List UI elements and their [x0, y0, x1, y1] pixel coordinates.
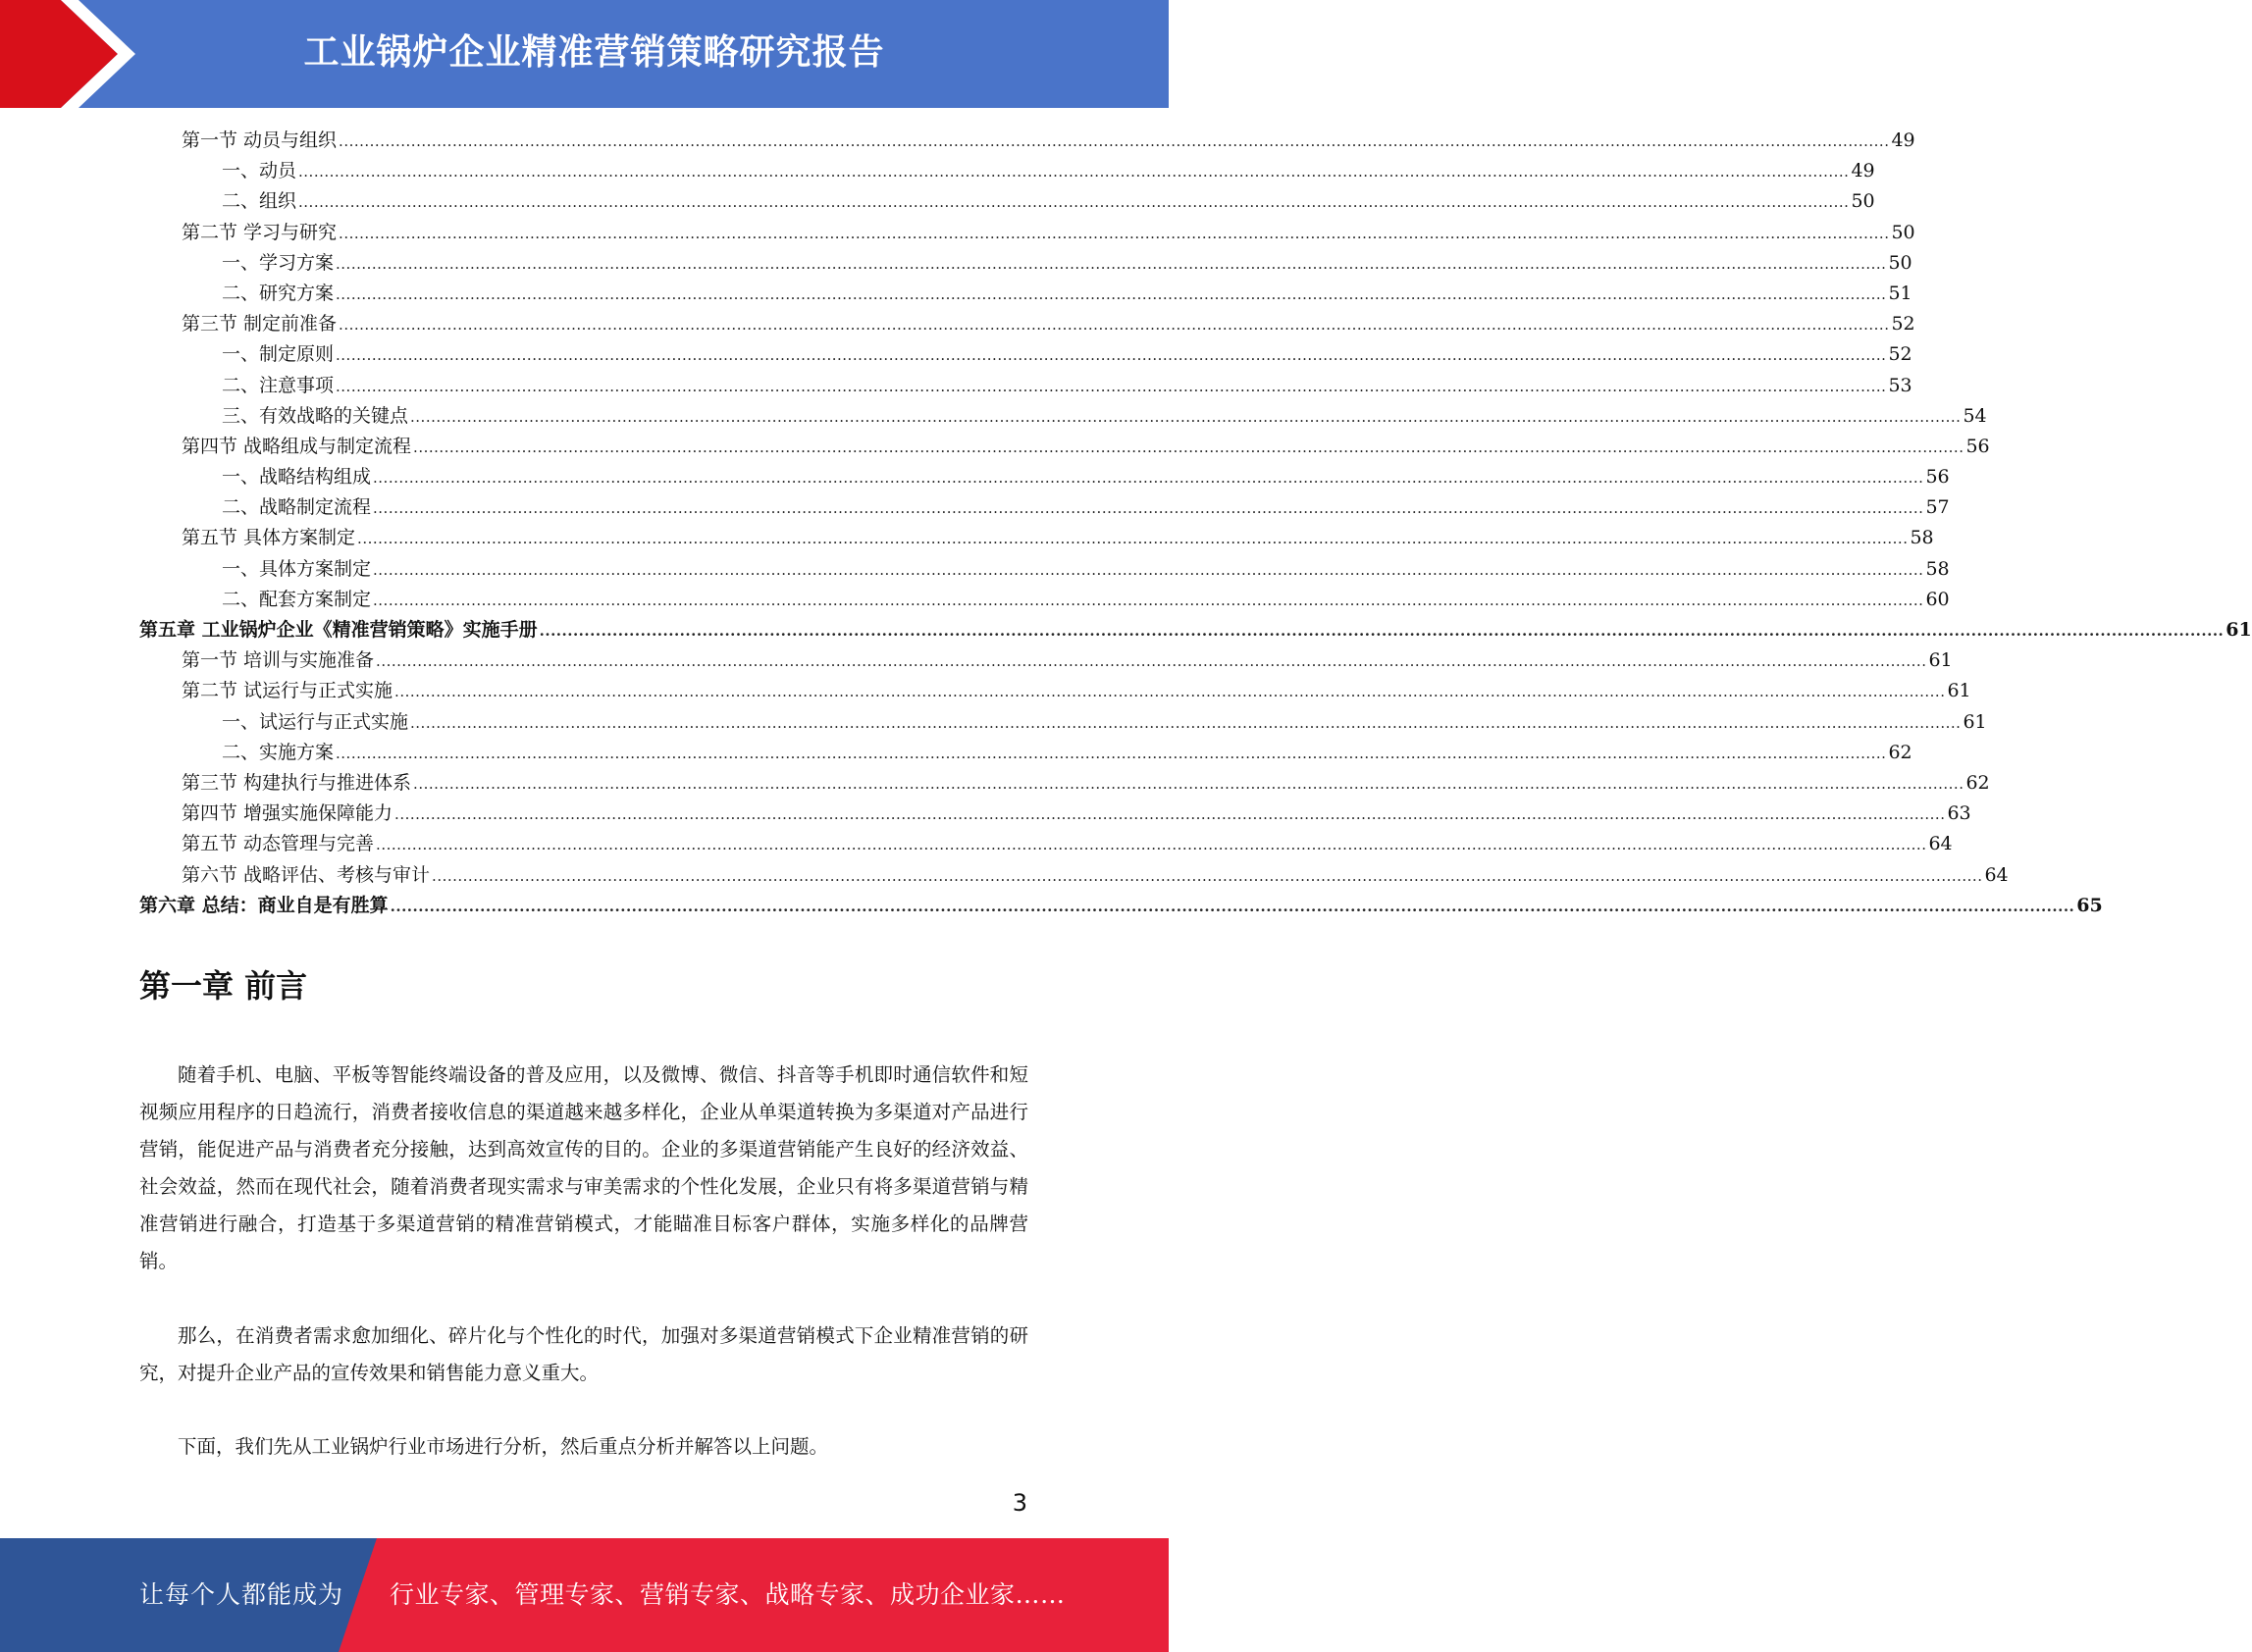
toc-entry-page: 61 [2226, 619, 2252, 641]
toc-dot-leader: ............................................................................................................................................................................................................................................................................................................ [432, 866, 1983, 885]
paragraph-3 [139, 1428, 1028, 1466]
toc-entry[interactable] [139, 645, 1953, 676]
toc-dot-leader: ............................................................................................................................................................................................................................................................................................................ [336, 744, 1887, 762]
toc-entry-title: 第二节 学习与研究 [182, 221, 338, 243]
report-title: 工业锅炉企业精准营销策略研究报告 [303, 32, 885, 73]
toc-entry-title: 第四节 战略组成与制定流程 [182, 435, 412, 457]
toc-entry[interactable] [139, 799, 1971, 829]
toc-entry[interactable] [139, 891, 2103, 921]
toc-entry[interactable] [139, 829, 1953, 859]
toc-entry-title: 一、试运行与正式实施 [222, 710, 409, 733]
toc-entry-title: 一、制定原则 [222, 343, 335, 366]
toc-entry-page: 50 [1891, 221, 1915, 243]
chapter-heading: 第一章 前言 [139, 967, 308, 1005]
toc-entry[interactable] [139, 156, 1875, 186]
toc-dot-leader: ............................................................................................................................................................................................................................................................................................................ [336, 284, 1887, 303]
toc-entry-title: 第六章 总结：商业自是有胜算 [139, 894, 389, 916]
toc-entry[interactable] [139, 738, 1912, 768]
toc-entry[interactable] [139, 432, 1990, 462]
toc-dot-leader: ............................................................................................................................................................................................................................................................................................................ [376, 652, 1927, 671]
toc-entry-page: 53 [1888, 374, 1912, 396]
toc-dot-leader: ............................................................................................................................................................................................................................................................................................................ [373, 469, 1924, 488]
toc-entry-page: 49 [1851, 160, 1875, 182]
toc-entry-title: 第五节 动态管理与完善 [182, 833, 375, 855]
toc-entry[interactable] [139, 339, 1912, 370]
toc-entry-page: 56 [1925, 466, 1950, 489]
toc-entry-title: 第一节 动员与组织 [182, 129, 338, 151]
toc-entry[interactable] [139, 585, 1950, 615]
toc-entry-title: 三、有效战略的关键点 [222, 404, 409, 427]
toc-entry[interactable] [139, 186, 1875, 217]
toc-entry[interactable] [139, 401, 1987, 432]
toc-entry-page: 62 [1965, 771, 1990, 794]
toc-entry[interactable] [139, 462, 1950, 492]
paragraph-2 [139, 1317, 1028, 1392]
toc-entry[interactable] [139, 523, 1934, 553]
toc-entry-title: 二、注意事项 [222, 374, 335, 396]
toc-entry-page: 61 [1947, 680, 1971, 702]
toc-dot-leader: ............................................................................................................................................................................................................................................................................................................ [410, 713, 1962, 732]
toc-entry-page: 56 [1965, 435, 1990, 457]
toc-entry[interactable] [139, 554, 1950, 585]
toc-dot-leader: ............................................................................................................................................................................................................................................................................................................ [336, 346, 1887, 365]
toc-entry-title: 第五节 具体方案制定 [182, 527, 356, 549]
toc-dot-leader: ............................................................................................................................................................................................................................................................................................................ [373, 560, 1924, 579]
toc-dot-leader: ............................................................................................................................................................................................................................................................................................................ [394, 683, 1946, 701]
toc-entry-title: 第三节 制定前准备 [182, 313, 338, 336]
toc-entry-title: 二、实施方案 [222, 741, 335, 763]
toc-entry-page: 62 [1888, 741, 1912, 763]
toc-entry-page: 58 [1910, 527, 1934, 549]
toc-dot-leader: ............................................................................................................................................................................................................................................................................................................ [373, 499, 1924, 518]
toc-entry-page: 52 [1888, 343, 1912, 366]
toc-dot-leader: ............................................................................................................................................................................................................................................................................................................ [339, 224, 1890, 242]
toc-entry-page: 63 [1947, 802, 1971, 825]
toc-dot-leader: ............................................................................................................................................................................................................................................................................................................ [357, 530, 1909, 548]
toc-dot-leader: ............................................................................................................................................................................................................................................................................................................ [394, 805, 1946, 824]
toc-dot-leader: ............................................................................................................................................................................................................................................................................................................ [390, 897, 2075, 915]
toc-entry-title: 二、配套方案制定 [222, 588, 372, 610]
footer-slogan-right: 行业专家、管理专家、营销专家、战略专家、成功企业家…… [390, 1580, 1066, 1609]
toc-entry-page: 50 [1888, 251, 1912, 274]
toc-dot-leader: ............................................................................................................................................................................................................................................................................................................ [336, 254, 1887, 273]
toc-entry-title: 一、具体方案制定 [222, 557, 372, 580]
footer-slogan-left: 让每个人都能成为 [139, 1580, 344, 1609]
page-footer [0, 1538, 1169, 1652]
toc-entry-page: 61 [1963, 710, 1987, 733]
toc-entry[interactable] [139, 676, 1971, 706]
toc-dot-leader: ............................................................................................................................................................................................................................................................................................................ [336, 377, 1887, 395]
toc-dot-leader: ............................................................................................................................................................................................................................................................................................................ [298, 193, 1850, 212]
toc-entry-page: 51 [1888, 282, 1912, 304]
toc-entry[interactable] [139, 279, 1912, 309]
toc-entry[interactable] [139, 707, 1987, 738]
toc-dot-leader: ............................................................................................................................................................................................................................................................................................................ [376, 836, 1927, 854]
page-header [0, 0, 1169, 108]
toc-dot-leader: ............................................................................................................................................................................................................................................................................................................ [339, 316, 1890, 335]
toc-entry-title: 二、组织 [222, 190, 297, 213]
toc-dot-leader: ............................................................................................................................................................................................................................................................................................................ [410, 407, 1962, 426]
toc-entry[interactable] [139, 218, 1915, 248]
toc-entry[interactable] [139, 768, 1990, 799]
toc-entry-title: 一、动员 [222, 160, 297, 182]
toc-entry-page: 58 [1925, 557, 1950, 580]
toc-entry-title: 第二节 试运行与正式实施 [182, 680, 393, 702]
toc-entry-title: 二、战略制定流程 [222, 496, 372, 519]
toc-entry-page: 52 [1891, 313, 1915, 336]
paragraph-1 [139, 1057, 1028, 1280]
toc-entry-title: 二、研究方案 [222, 282, 335, 304]
toc-entry-title: 第一节 培训与实施准备 [182, 649, 375, 672]
toc-dot-leader: ............................................................................................................................................................................................................................................................................................................ [298, 163, 1850, 181]
toc-entry-page: 61 [1928, 649, 1953, 672]
paragraph-text: 随着手机、电脑、平板等智能终端设备的普及应用，以及微博、微信、抖音等手机即时通信软件和短视频应用程序的日趋流行，消费者接收信息的渠道越来越多样化，企业从单渠道转换为多渠道对产品进行营销，能促进产品与消费者充分接触，达到高效宣传的目的。企业的多渠道营销能产生良好的经济效益、社会效益，然而在现代社会，随着消费者现实需求与审美需求的个性化发展，企业只有将多渠道营销与精准营销进行融合，打造基于多渠道营销的精准营销模式，才能瞄准目标客户群体，实施多样化的品牌营销。 [139, 1063, 1028, 1272]
toc-dot-leader: ............................................................................................................................................................................................................................................................................................................ [413, 438, 1964, 456]
toc-entry-page: 54 [1963, 404, 1987, 427]
toc-entry-page: 65 [2076, 894, 2103, 916]
paragraph-text: 下面，我们先从工业锅炉行业市场进行分析，然后重点分析并解答以上问题。 [178, 1435, 829, 1458]
toc-entry-page: 60 [1925, 588, 1950, 610]
page-number: 3 [1012, 1489, 1027, 1517]
toc-dot-leader: ............................................................................................................................................................................................................................................................................................................ [373, 591, 1924, 609]
toc-entry-title: 一、战略结构组成 [222, 466, 372, 489]
toc-entry-title: 第四节 增强实施保障能力 [182, 802, 393, 825]
toc-entry-title: 第三节 构建执行与推进体系 [182, 771, 412, 794]
toc-entry-page: 49 [1891, 129, 1915, 151]
toc-entry[interactable] [139, 371, 1912, 401]
toc-dot-leader: ............................................................................................................................................................................................................................................................................................................ [539, 622, 2225, 640]
toc-entry-page: 57 [1925, 496, 1950, 519]
toc-entry-page: 64 [1984, 863, 2009, 886]
toc-entry[interactable] [139, 126, 1915, 156]
paragraph-text: 那么，在消费者需求愈加细化、碎片化与个性化的时代，加强对多渠道营销模式下企业精准营销的研究，对提升企业产品的宣传效果和销售能力意义重大。 [139, 1324, 1028, 1384]
toc-dot-leader: ............................................................................................................................................................................................................................................................................................................ [339, 132, 1890, 150]
toc-entry-title: 一、学习方案 [222, 251, 335, 274]
toc-entry-title: 第六节 战略评估、考核与审计 [182, 863, 431, 886]
toc-entry[interactable] [139, 309, 1915, 339]
table-of-contents [139, 126, 2252, 921]
toc-entry[interactable] [139, 615, 2252, 645]
toc-entry[interactable] [139, 492, 1950, 523]
toc-entry[interactable] [139, 860, 2009, 891]
toc-entry-page: 50 [1851, 190, 1875, 213]
toc-entry[interactable] [139, 248, 1912, 279]
toc-dot-leader: ............................................................................................................................................................................................................................................................................................................ [413, 774, 1964, 793]
toc-entry-title: 第五章 工业锅炉企业《精准营销策略》实施手册 [139, 619, 538, 641]
toc-entry-page: 64 [1928, 833, 1953, 855]
